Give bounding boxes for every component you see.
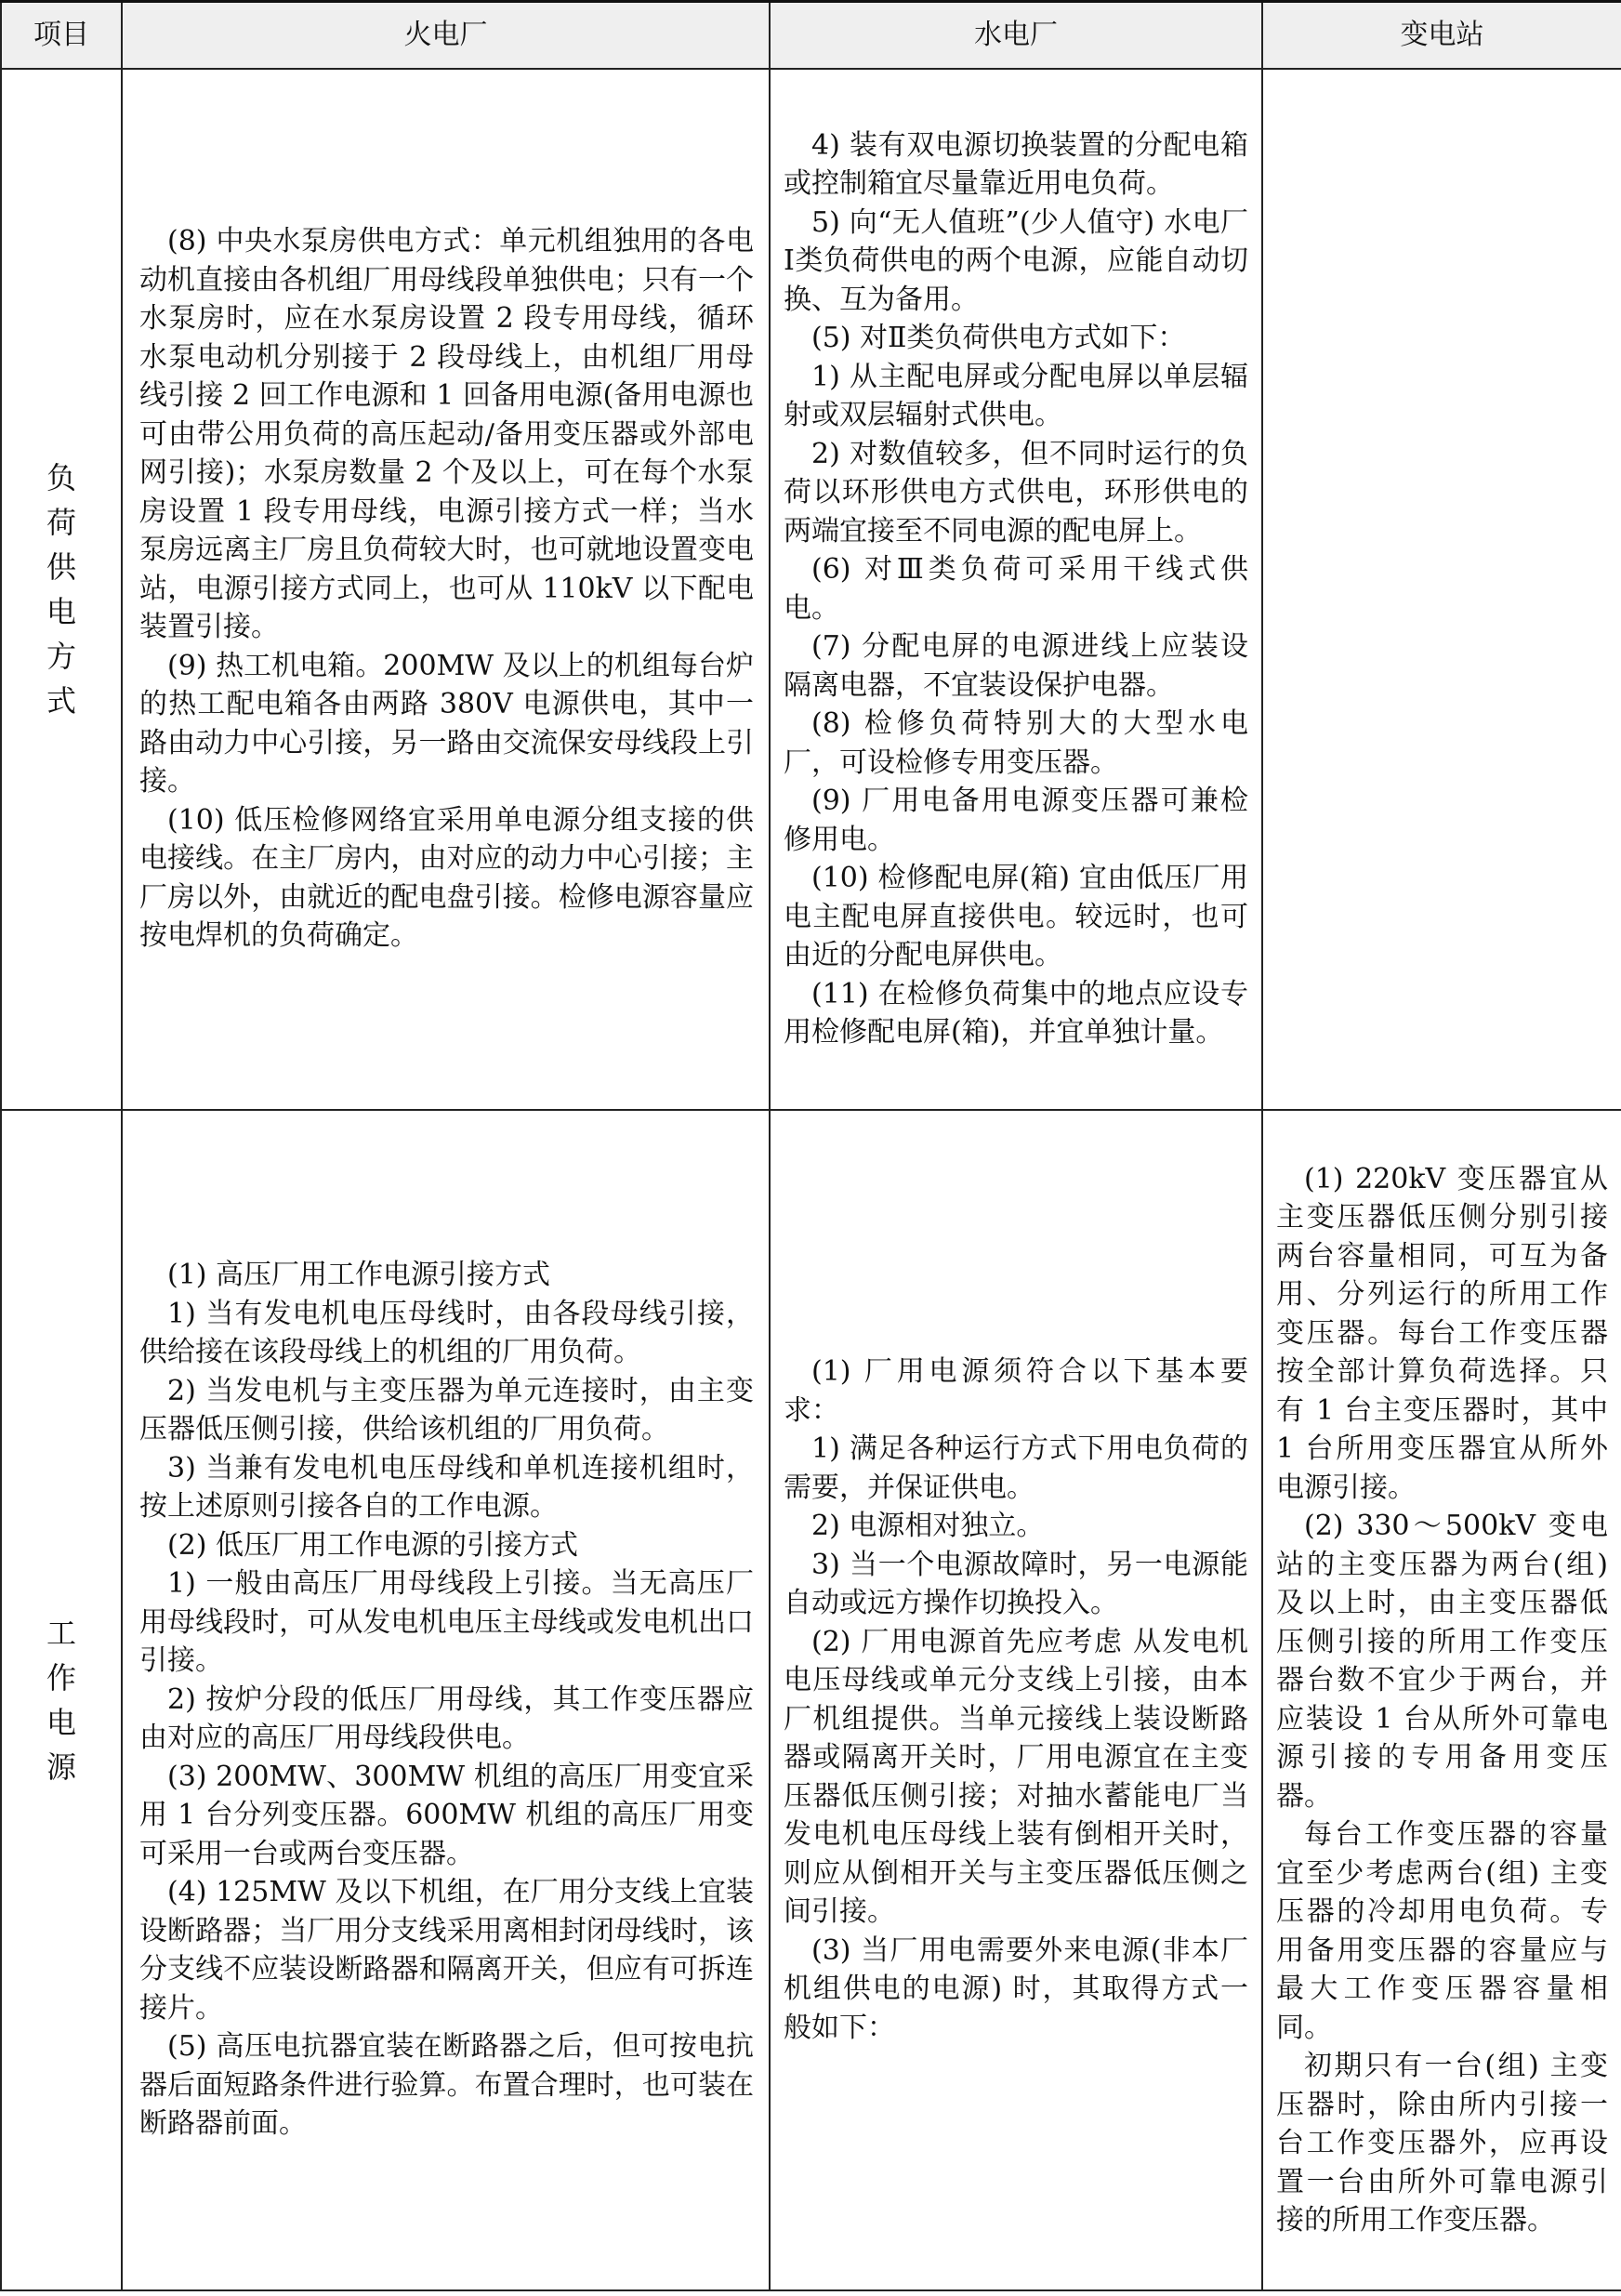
- paragraph: 1) 一般由高压厂用母线段上引接。当无高压厂用母线段时，可从发电机电压主母线或发电机出口引接。: [139, 1567, 754, 1678]
- header-item: 项目: [1, 2, 122, 69]
- cell-hydro-load-supply: [770, 69, 1262, 1110]
- cell-thermal-load-supply: [122, 69, 770, 1110]
- row-label-working-power: 工作电源: [1, 1110, 122, 2290]
- header-thermal-power-plant: 火电厂: [122, 2, 770, 69]
- paragraph: (4) 125MW 及以下机组，在厂用分支线上宜装设断路器；当厂用分支线采用离相封闭母线时，该分支线不应装设断路器和隔离开关，但应有可拆连接片。: [139, 1876, 754, 2025]
- paragraph: 4) 装有双电源切换装置的分配电箱或控制箱宜尽量靠近用电负荷。: [784, 128, 1248, 200]
- header-substation: 变电站: [1262, 2, 1621, 69]
- table-row-working-power: [1, 1110, 1621, 2290]
- paragraph: 3) 当兼有发电机电压母线和单机连接机组时，按上述原则引接各自的工作电源。: [139, 1451, 754, 1524]
- paragraph: (2) 低压厂用工作电源的引接方式: [167, 1528, 579, 1562]
- paragraph: (5) 高压电抗器宜装在断路器之后，但可按电抗器后面短路条件进行验算。布置合理时，也可装在断路器前面。: [139, 2030, 754, 2141]
- paragraph: (6) 对Ⅲ类负荷可采用干线式供电。: [784, 553, 1248, 625]
- table-row-load-supply: [1, 69, 1621, 1110]
- row-label-load-supply: 负荷供电方式: [1, 69, 122, 1110]
- paragraph: 1) 当有发电机电压母线时，由各段母线引接，供给接在该段母线上的机组的厂用负荷。: [139, 1297, 754, 1369]
- paragraph: 5) 向“无人值班”(少人值守) 水电厂Ⅰ类负荷供电的两个电源，应能自动切换、互为备用。: [784, 205, 1248, 316]
- paragraph: 2) 对数值较多，但不同时运行的负荷以环形供电方式供电，环形供电的两端宜接至不同电源的配电屏上。: [784, 437, 1248, 548]
- paragraph: (11) 在检修负荷集中的地点应设专用检修配电屏(箱)，并宜单独计量。: [784, 977, 1248, 1049]
- cell-substation-load-supply: [1262, 69, 1621, 1110]
- paragraph: 3) 当一个电源故障时，另一电源能自动或远方操作切换投入。: [784, 1548, 1248, 1619]
- paragraph: (9) 热工机电箱。200MW 及以上的机组每台炉的热工配电箱各由两路 380V 电源供电，其中一路由动力中心引接，另一路由交流保安母线段上引接。: [139, 649, 754, 798]
- paragraph: (1) 厂用电源须符合以下基本要求：: [784, 1355, 1248, 1427]
- paragraph: (7) 分配电屏的电源进线上应装设隔离电器，不宜装设保护电器。: [784, 630, 1248, 702]
- cell-substation-working-power: [1262, 1110, 1621, 2290]
- paragraph: 初期只有一台(组) 主变压器时，除由所内引接一台工作变压器外，应再设置一台由所外可靠电源引接的所用工作变压器。: [1276, 2050, 1608, 2237]
- paragraph: (10) 低压检修网络宜采用单电源分组支接的供电接线。在主厂房内，由对应的动力中心引接；主厂房以外，由就近的配电盘引接。检修电源容量应按电焊机的负荷确定。: [139, 803, 754, 953]
- paragraph: (1) 高压厂用工作电源引接方式: [167, 1259, 551, 1292]
- table-header-row: [1, 2, 1621, 69]
- paragraph: (8) 检修负荷特别大的大型水电厂，可设检修专用变压器。: [784, 707, 1248, 779]
- paragraph: 1) 从主配电屏或分配电屏以单层辐射或双层辐射式供电。: [784, 360, 1248, 431]
- paragraph: 2) 当发电机与主变压器为单元连接时，由主变压器低压侧引接，供给该机组的厂用负荷。: [139, 1374, 754, 1446]
- cell-thermal-working-power: [122, 1110, 770, 2290]
- paragraph: (1) 220kV 变压器宜从主变压器低压侧分别引接两台容量相同，可互为备用、分列运行的所用工作变压器。每台工作变压器按全部计算负荷选择。只有 1 台主变压器时，其中 1 台所用变压器宜从所外电源引接。: [1276, 1162, 1608, 1504]
- paragraph: (2) 厂用电源首先应考虑 从发电机电压母线或单元分支线上引接，由本厂机组提供。当单元接线上装设断路器或隔离开关时，厂用电源宜在主变压器低压侧引接；对抽水蓄能电厂当发电机电压母线上装有倒相开关时，则应从倒相开关与主变压器低压侧之间引接。: [784, 1625, 1248, 1928]
- paragraph: (3) 当厂用电需要外来电源(非本厂机组供电的电源) 时，其取得方式一般如下：: [784, 1933, 1248, 2044]
- cell-hydro-working-power: [770, 1110, 1262, 2290]
- paragraph: (8) 中央水泵房供电方式：单元机组独用的各电动机直接由各机组厂用母线段单独供电；只有一个水泵房时，应在水泵房设置 2 段专用母线，循环水泵电动机分别接于 2 段母线上，由机组厂用母线引接 2 回工作电源和 1 回备用电源(备用电源也可由带公用负荷的高压起动/备用变压器或外部电网引接)；水泵房数量 2 个及以上，可在每个水泵房设置 1 段专用母线，电源引接方式一样；当水泵房远离主厂房且负荷较大时，也可就地设置变电站，电源引接方式同上，也可从 110kV 以下配电装置引接。: [139, 225, 754, 644]
- paragraph: (10) 检修配电屏(箱) 宜由低压厂用电主配电屏直接供电。较远时，也可由近的分配电屏供电。: [784, 862, 1248, 971]
- paragraph: (5) 对Ⅱ类负荷供电方式如下：: [811, 322, 1186, 354]
- paragraph: (2) 330～500kV 变电站的主变压器为两台(组) 及以上时，由主变压器低压侧引接的所用工作变压器台数不宜少于两台，并应装设 1 台从所外可靠电源引接的专用备用变压器。: [1276, 1510, 1608, 1813]
- paragraph: 2) 电源相对独立。: [811, 1510, 1045, 1542]
- header-hydro-power-plant: 水电厂: [770, 2, 1262, 69]
- paragraph: (9) 厂用电备用电源变压器可兼检修用电。: [784, 785, 1248, 856]
- paragraph: 1) 满足各种运行方式下用电负荷的需要，并保证供电。: [784, 1432, 1248, 1504]
- paragraph: 2) 按炉分段的低压厂用母线，其工作变压器应由对应的高压厂用母线段供电。: [139, 1682, 754, 1755]
- paragraph: (3) 200MW、300MW 机组的高压厂用变宜采用 1 台分列变压器。600MW 机组的高压厂用变可采用一台或两台变压器。: [139, 1760, 754, 1870]
- paragraph: 每台工作变压器的容量宜至少考虑两台(组) 主变压器的冷却用电负荷。专用备用变压器的容量应与最大工作变压器容量相同。: [1276, 1818, 1608, 2044]
